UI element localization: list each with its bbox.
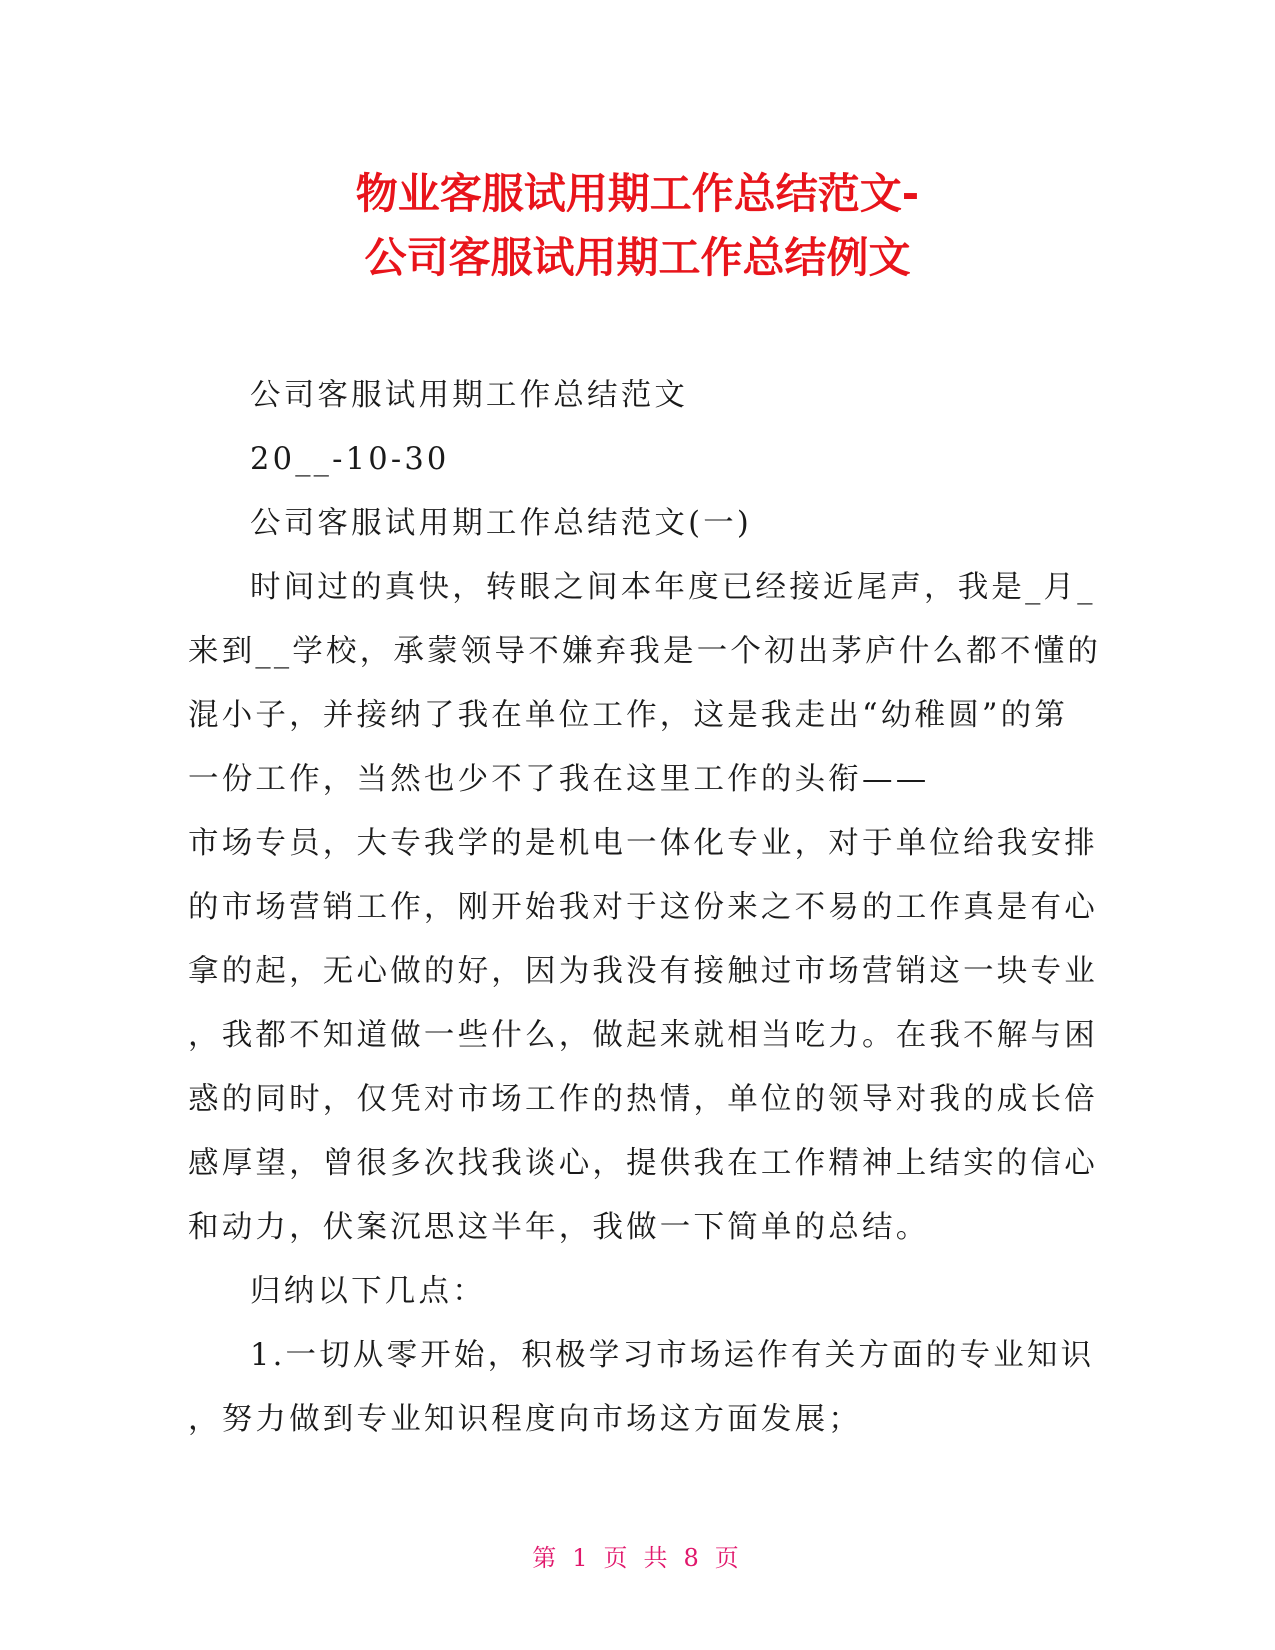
subheading-text: 公司客服试用期工作总结范文(一) [250, 506, 752, 541]
paragraph-1 [188, 556, 1102, 1260]
paragraph-line: 时间过的真快，转眼之间本年度已经接近尾声，我是_月_ [250, 570, 1096, 605]
paragraph-line: 拿的起，无心做的好，因为我没有接触过市场营销这一块专业 [188, 954, 1098, 989]
paragraph-line: 感厚望，曾很多次找我谈心，提供我在工作精神上结实的信心 [188, 1146, 1098, 1181]
title-line-1: 物业客服试用期工作总结范文- [355, 169, 920, 218]
paragraph-line: 的市场营销工作，刚开始我对于这份来之不易的工作真是有心 [188, 890, 1098, 925]
date-text: 20__-10-30 [250, 442, 450, 477]
footer-total-label: 共 [643, 1544, 672, 1572]
current-page-number: 1 [572, 1544, 592, 1572]
paragraph-line: 和动力，伏案沉思这半年，我做一下简单的总结。 [188, 1210, 930, 1245]
heading-text: 公司客服试用期工作总结范文 [250, 378, 689, 413]
footer-page-label: 页 [603, 1544, 632, 1572]
paragraph-line: 混小子，并接纳了我在单位工作，这是我走出“幼稚圆”的第 [188, 698, 1069, 733]
paragraph-line: ，我都不知道做一些什么，做起来就相当吃力。在我不解与困 [188, 1018, 1098, 1053]
document-title [0, 162, 1275, 290]
paragraph-line: 惑的同时，仅凭对市场工作的热情，单位的领导对我的成长倍 [188, 1082, 1098, 1117]
paragraph-line: 一份工作，当然也少不了我在这里工作的头衔—— [188, 762, 930, 797]
document-body [188, 364, 1102, 1452]
footer-prefix: 第 [532, 1544, 561, 1572]
paragraph-line: 来到__学校，承蒙领导不嫌弃我是一个初出茅庐什么都不懂的 [188, 634, 1102, 669]
point-1 [188, 1324, 1095, 1452]
summary-intro: 归纳以下几点： [250, 1274, 486, 1309]
title-line-2: 公司客服试用期工作总结例文 [364, 233, 911, 282]
point-line: 1.一切从零开始，积极学习市场运作有关方面的专业知识 [250, 1338, 1095, 1373]
footer-suffix: 页 [714, 1544, 743, 1572]
page-footer [0, 1538, 1275, 1573]
total-pages-number: 8 [683, 1544, 703, 1572]
paragraph-line: 市场专员，大专我学的是机电一体化专业，对于单位给我安排 [188, 826, 1098, 861]
point-line: ，努力做到专业知识程度向市场这方面发展； [188, 1402, 862, 1437]
